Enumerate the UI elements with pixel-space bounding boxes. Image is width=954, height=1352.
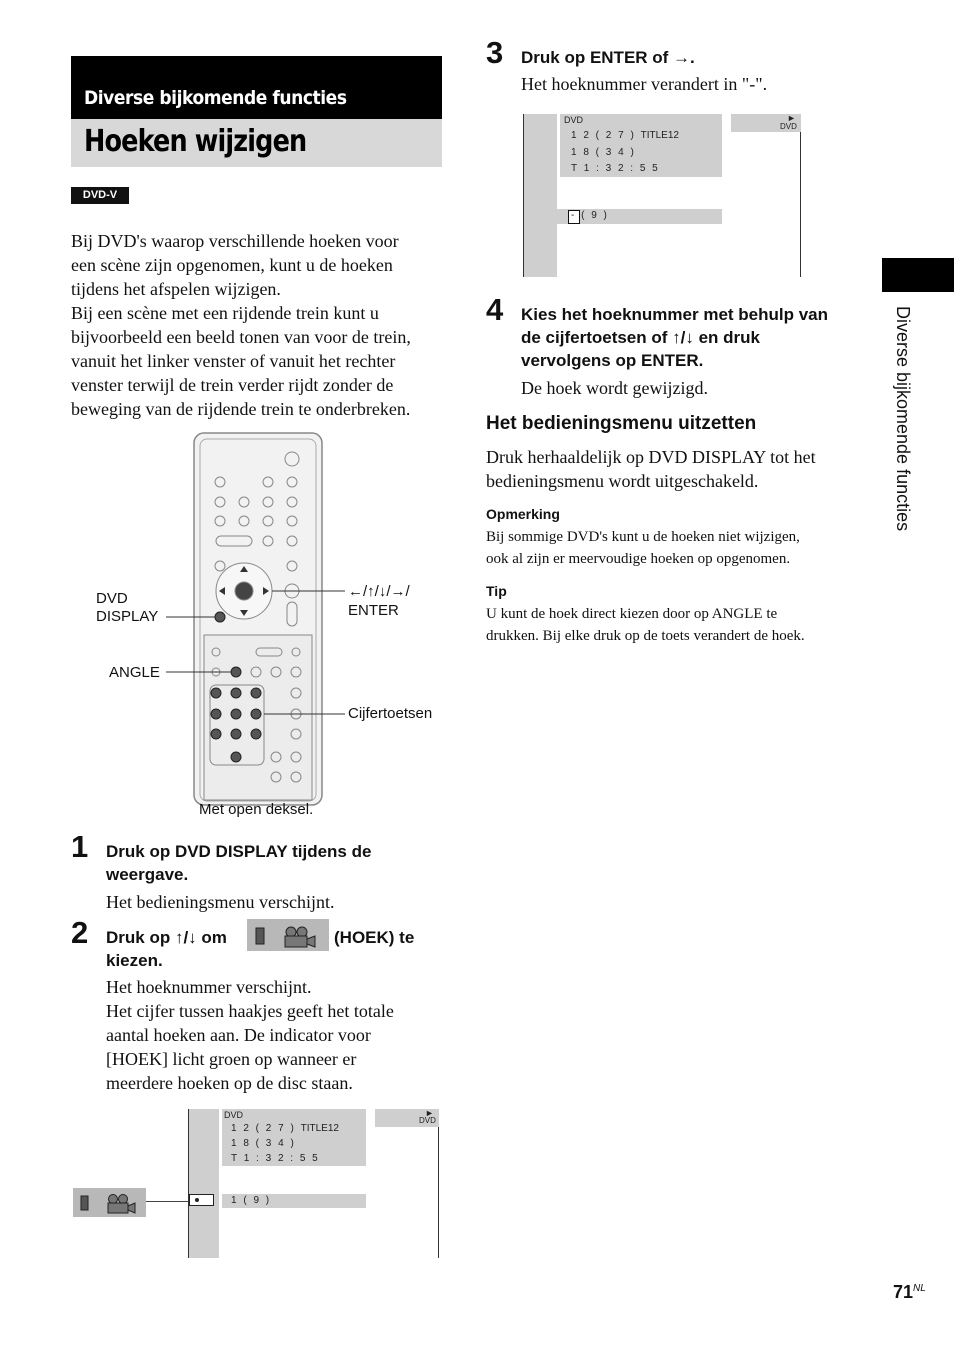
label-dvd: DVD — [96, 590, 128, 607]
body-line: [HOEK] licht groen op wanneer er — [106, 1049, 357, 1069]
section-header — [71, 56, 442, 119]
body-line: bedieningsmenu wordt uitgeschakeld. — [486, 471, 759, 491]
play-icon: ► — [425, 1108, 434, 1118]
play-icon: ► — [787, 113, 796, 123]
angle-icon-tile — [247, 919, 329, 951]
osd-title-line — [231, 1122, 339, 1136]
camera-icon — [247, 919, 329, 951]
osd-angle-value: 1 ( 9 ) — [231, 1195, 272, 1206]
step-3-body: Het hoeknummer verandert in "-". — [521, 74, 768, 94]
body-line: drukken. Bij elke druk op de toets verandert de hoek. — [486, 628, 805, 644]
osd-time-line: T 1 : 3 2 : 5 5 — [231, 1153, 320, 1164]
page-number — [893, 1282, 926, 1303]
connector-line — [146, 1201, 190, 1202]
remote-control-drawing — [70, 430, 450, 825]
intro-line: Bij een scène met een rijdende trein kunt u — [71, 303, 379, 323]
off-section-body — [486, 445, 856, 493]
step-2-title-b: (HOEK) te — [334, 928, 415, 947]
intro-line: Bij DVD's waarop verschillende hoeken voor — [71, 231, 399, 251]
body-line: Druk herhaaldelijk op DVD DISPLAY tot het — [486, 447, 816, 467]
page-title: Hoeken wijzigen — [84, 124, 307, 159]
osd-dvd-small: DVD — [419, 1116, 436, 1125]
side-tab-label — [892, 306, 920, 586]
body-line: Het cijfer tussen haakjes geeft het totale — [106, 1001, 394, 1021]
step-3-title: Druk op ENTER of →. — [521, 48, 695, 67]
note-heading: Opmerking — [486, 506, 560, 522]
step-title-line: Druk op DVD DISPLAY tijdens de — [106, 842, 372, 861]
indicator-dot-icon — [195, 1198, 199, 1202]
osd-title-name: TITLE12 — [640, 130, 679, 141]
label-angle: ANGLE — [109, 664, 160, 681]
step-2-title-line2: kiezen. — [106, 951, 163, 970]
osd-angle-icon — [189, 1194, 214, 1206]
step-2-body — [106, 975, 446, 1095]
osd-angle-row — [530, 209, 722, 224]
osd-title-name: TITLE12 — [300, 1123, 339, 1134]
step-4-number: 4 — [486, 292, 504, 327]
label-display: DISPLAY — [96, 608, 159, 625]
osd-time-line: T 1 : 3 2 : 5 5 — [571, 163, 660, 174]
osd-title-line — [571, 129, 679, 143]
osd-chapter-line: 1 8 ( 3 4 ) — [231, 1138, 296, 1149]
page-title-bar — [71, 119, 442, 167]
osd-side-column — [524, 114, 557, 277]
osd-title-number: 1 2 ( 2 7 ) — [571, 130, 636, 141]
side-tab-marker — [882, 258, 954, 292]
tip-body — [486, 603, 866, 647]
page-language-suffix: NL — [913, 1283, 926, 1294]
step-title-line: Kies het hoeknummer met behulp van — [521, 305, 829, 324]
step-4-title — [521, 303, 861, 372]
tip-heading: Tip — [486, 583, 507, 599]
intro-line: tijdens het afspelen wijzigen. — [71, 279, 281, 299]
off-section-heading: Het bedieningsmenu uitzetten — [486, 413, 757, 434]
step-title-line: weergave. — [106, 865, 189, 884]
note-body — [486, 526, 856, 570]
intro-paragraph — [71, 229, 443, 421]
body-line: U kunt de hoek direct kiezen door op ANGLE te — [486, 606, 778, 622]
label-enter: ENTER — [348, 602, 399, 619]
step-title-line: de cijfertoetsen of ↑/↓ en druk — [521, 328, 760, 347]
step-2-title-a: Druk op ↑/↓ om — [106, 928, 227, 947]
osd-angle-value: - ( 9 ) — [571, 210, 609, 221]
intro-line: een scène zijn opgenomen, kunt u de hoeken — [71, 255, 393, 275]
step-3-number: 3 — [486, 35, 504, 70]
step-1-body: Het bedieningsmenu verschijnt. — [106, 892, 335, 912]
dvd-v-badge: DVD-V — [71, 187, 129, 204]
step-4-body: De hoek wordt gewijzigd. — [521, 378, 708, 398]
osd-screen-step2 — [188, 1109, 439, 1258]
intro-line: venster terwijl de trein verder rijdt zonder de — [71, 375, 394, 395]
osd-dvd-small: DVD — [780, 122, 797, 131]
body-line: Het hoeknummer verschijnt. — [106, 977, 312, 997]
osd-screen-step3 — [523, 114, 801, 277]
step-title-line: vervolgens op ENTER. — [521, 351, 704, 370]
osd-disc-type: DVD — [564, 115, 584, 125]
angle-indicator-tile — [73, 1188, 146, 1217]
body-line: Bij sommige DVD's kunt u de hoeken niet wijzigen, — [486, 529, 800, 545]
intro-line: beweging van de rijdende trein te onderbreken. — [71, 399, 411, 419]
body-line: ook al zijn er meervoudige hoeken op opgenomen. — [486, 551, 791, 567]
label-arrows: ←/↑/↓/→/ — [348, 583, 410, 600]
remote-caption: Met open deksel. — [199, 801, 314, 818]
osd-title-number: 1 2 ( 2 7 ) — [231, 1123, 296, 1134]
osd-chapter-line: 1 8 ( 3 4 ) — [571, 147, 636, 158]
osd-disc-type: DVD — [224, 1110, 244, 1120]
label-digit-buttons: Cijfertoetsen — [348, 705, 433, 722]
step-1-title — [106, 840, 446, 886]
side-tab-text: Diverse bijkomende functies — [893, 306, 913, 532]
step-2-number: 2 — [71, 915, 89, 950]
body-line: aantal hoeken aan. De indicator voor — [106, 1025, 371, 1045]
section-title: Diverse bijkomende functies — [84, 87, 347, 109]
intro-line: vanuit het linker venster of vanuit het rechter — [71, 351, 396, 371]
intro-line: bijvoorbeeld een beeld tonen van voor de trein, — [71, 327, 411, 347]
body-line: meerdere hoeken op de disc staan. — [106, 1073, 353, 1093]
page-number-value: 71 — [893, 1282, 914, 1302]
step-1-number: 1 — [71, 829, 89, 864]
remote-illustration — [70, 430, 450, 825]
osd-side-column — [189, 1109, 219, 1258]
camera-icon — [73, 1188, 146, 1217]
